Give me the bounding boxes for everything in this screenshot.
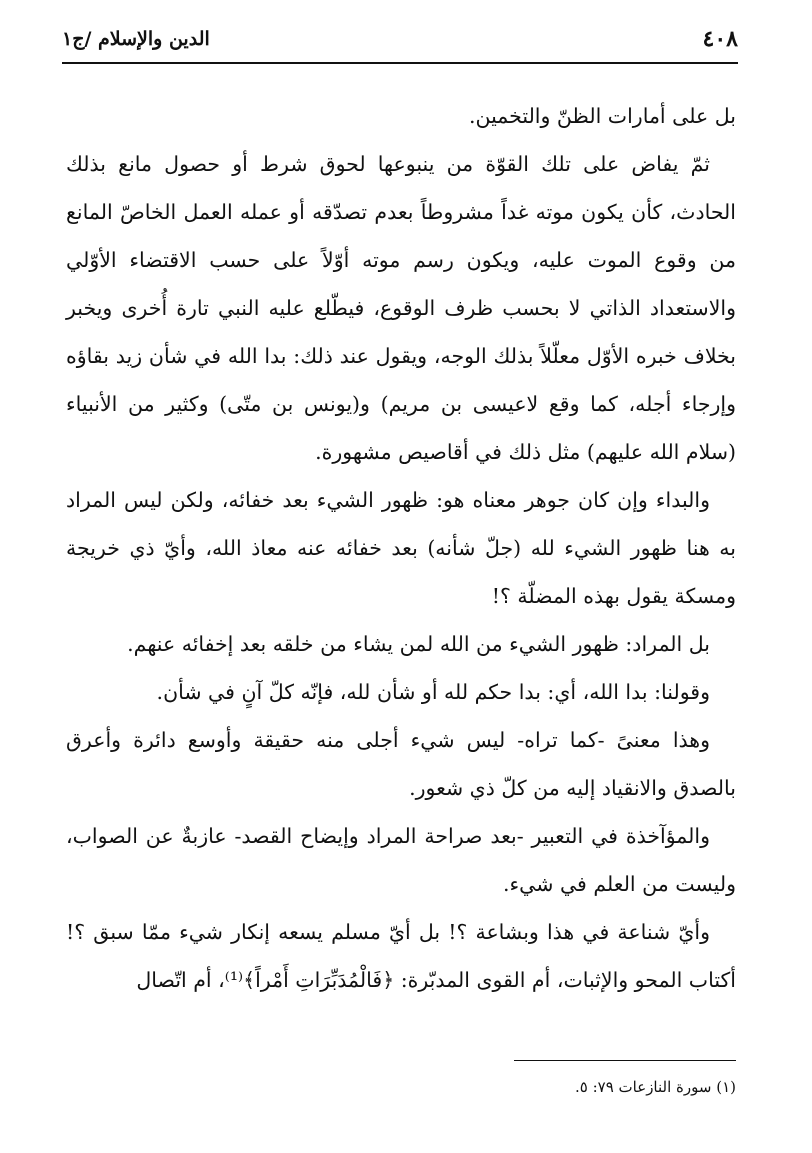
paragraph-6: وهذا معنىً -كما تراه- ليس شيء أجلى منه حقيقة وأوسع دائرة وأعرق بالصدق والانقياد إليه من كلّ ذي شعور.	[66, 728, 736, 800]
paragraph-5: وقولنا: بدا الله، أي: بدا حكم لله أو شأن لله، فإنّه كلّ آنٍ في شأن.	[156, 680, 710, 704]
paragraph-4: بل المراد: ظهور الشيء من الله لمن يشاء من خلقه بعد إخفائه عنهم.	[127, 632, 710, 656]
running-head	[62, 22, 738, 56]
paragraph-7: والمؤآخذة في التعبير -بعد صراحة المراد وإيضاح القصد- عازبةٌ عن الصواب، وليست من العلم في شيء.	[66, 824, 736, 896]
page-number: ٤٠٨	[702, 26, 738, 52]
paragraph-2: ثمّ يفاض على تلك القوّة من ينبوعها لحوق شرط أو حصول مانع بذلك الحادث، كأن يكون موته غداً مشروطاً بعدم تصدّقه أو عمله العمل الخاصّ المانع من وقوع الموت عليه، ويكون رسم موته أوّلاً على حسب الاقتضاء الأوّلي والاستعداد الذاتي لا بحسب ظرف الوقوع، فيطّلع عليه النبي تارة أُخرى ويخبر بخلاف خبره الأوّل معلّلاً بذلك الوجه، ويقول عند ذلك: بدا الله في شأن زيد بقاؤه وإرجاء أجله، كما وقع لاعيسى بن مريم) و(يونس بن متّى) وكثير من الأنبياء (سلام الله عليهم) مثل ذلك في أقاصيص مشهورة.	[66, 152, 736, 464]
header-rule	[62, 62, 738, 64]
paragraph-1: بل على أمارات الظنّ والتخمين.	[468, 104, 736, 128]
paragraph-3: والبداء وإن كان جوهر معناه هو: ظهور الشيء بعد خفائه، ولكن ليس المراد به هنا ظهور الشيء لله (جلّ شأنه) بعد خفائه عنه معاذ الله، وأيّ ذي خريجة ومسكة يقول بهذه المضلّة ؟!	[66, 488, 736, 608]
book-title: الدين والإسلام /ج١	[62, 28, 210, 50]
footnote: (١) سورة النازعات ٧٩: ٥.	[574, 1078, 736, 1096]
paragraph-8: وأيّ شناعة في هذا وبشاعة ؟! بل أيّ مسلم يسعه إنكار شيء ممّا سبق ؟! أكتاب المحو والإثبات، أم القوى المدبّرة: ﴿فَالْمُدَبِّرَاتِ أَمْراً﴾⁽¹⁾، أم اتّصال	[66, 920, 736, 992]
footnote-rule	[514, 1060, 736, 1061]
body-text	[66, 92, 736, 1004]
